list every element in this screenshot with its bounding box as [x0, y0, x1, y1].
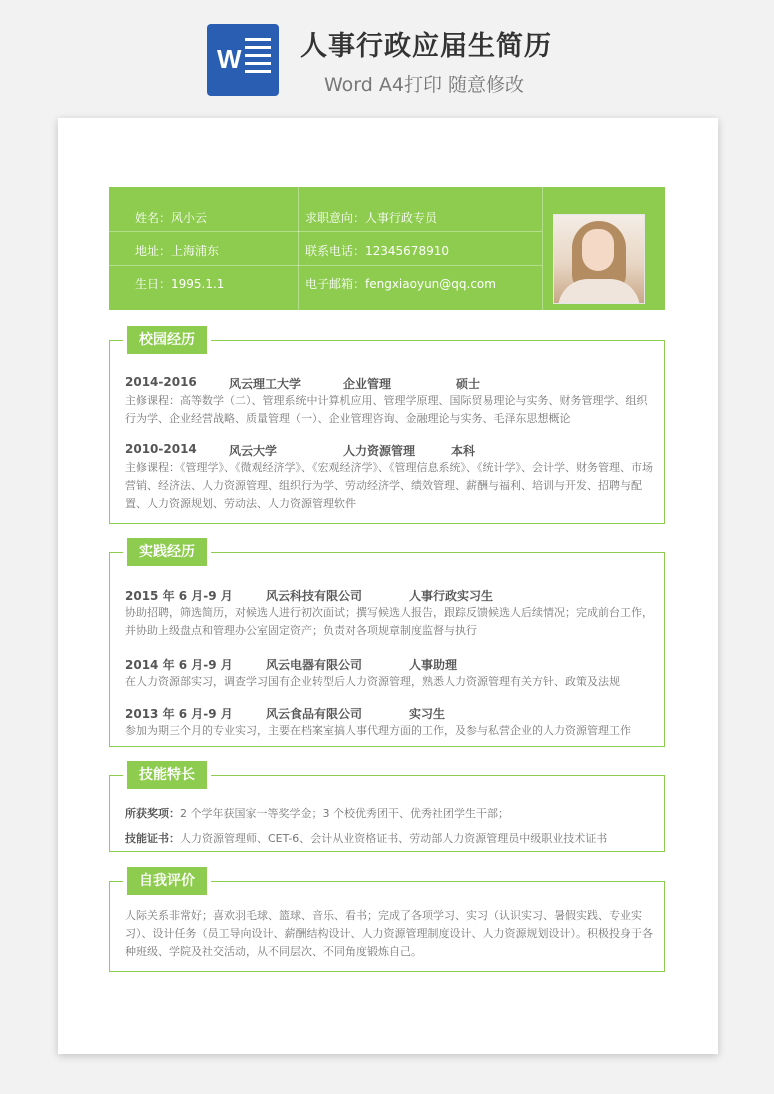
job-desc: 在人力资源部实习，调查学习国有企业转型后人力资源管理，熟悉人力资源管理有关方针、政策及法规 [125, 675, 620, 688]
job-period: 2015 年 6 月-9 月 [125, 589, 233, 603]
job-company: 风云电器有限公司 [266, 658, 363, 672]
info-phone: 联系电话：12345678910 [305, 244, 449, 258]
edu-school: 风云大学 [229, 444, 278, 458]
edu-major: 企业管理 [343, 377, 392, 391]
info-birthday: 生日：1995.1.1 [135, 277, 225, 291]
info-divider [542, 187, 543, 310]
skills-title: 技能特长 [127, 761, 207, 789]
job-desc: 参加为期三个月的专业实习，主要在档案室搞人事代理方面的工作，及参与私营企业的人力资源管理工作 [125, 724, 631, 737]
section-tab [123, 322, 211, 358]
job-desc: 协助招聘，筛选简历，对候选人进行初次面试；撰写候选人报告，跟踪反馈候选人后续情况；完成前台工作，并协助上级盘点和管理办公室固定资产；负责对各项规章制度监督与执行 [125, 606, 653, 637]
edu-period: 2014-2016 [125, 375, 197, 389]
info-divider [109, 231, 542, 232]
edu-desc: 主修课程：高等数学（二）、管理系统中计算机应用、管理学原理、国际贸易理论与实务、财务管理学、组织行为学、企业经营战略、质量管理（一）、企业管理咨询、金融理论与实务、毛泽东思想概论 [125, 394, 648, 425]
practice-section [109, 534, 665, 747]
job-role: 人事助理 [409, 658, 458, 672]
awards-text: 2 个学年获国家一等奖学金；3 个校优秀团干、优秀社团学生干部； [180, 807, 509, 820]
profile-photo [553, 214, 645, 304]
education-section [109, 322, 665, 524]
self-desc: 人际关系非常好；喜欢羽毛球、篮球、音乐、看书；完成了各项学习、实习（认识实习、暑假实践、专业实习）、设计任务（员工导向设计、薪酬结构设计、人力资源管理制度设计、人力资源规划设计）。积极投身于各种班级、学院及社交活动，从不同层次、不同角度锻炼自己。 [125, 909, 653, 958]
page-title: 人事行政应届生简历 [300, 31, 552, 62]
edu-desc: 主修课程：《管理学》、《微观经济学》、《宏观经济学》、《管理信息系统》、《统计学》、会计学、财务管理、市场营销、经济法、人力资源管理、组织行为学、劳动经济学、绩效管理、薪酬与福利、培训与开发、招聘与配置、人力资源规划、劳动法、人力资源管理软件 [125, 461, 653, 510]
job-role: 人事行政实习生 [409, 589, 494, 603]
info-name: 姓名：风小云 [135, 211, 208, 225]
word-icon-letter: W [217, 44, 242, 74]
info-intention: 求职意向：人事行政专员 [305, 211, 438, 225]
section-tab [123, 863, 211, 899]
resume-paper [58, 118, 718, 1054]
job-company: 风云食品有限公司 [266, 707, 363, 721]
job-period: 2014 年 6 月-9 月 [125, 658, 233, 672]
job-role: 实习生 [409, 707, 446, 721]
info-divider [298, 187, 299, 310]
practice-title: 实践经历 [127, 538, 207, 566]
word-icon-lines [245, 38, 271, 78]
skills-section [109, 757, 665, 852]
page-subtitle: Word A4打印 随意修改 [324, 74, 525, 96]
info-divider [109, 265, 542, 266]
edu-major: 人力资源管理 [343, 444, 416, 458]
awards-label: 所获奖项： [125, 807, 180, 820]
info-email: 电子邮箱：fengxiaoyun@qq.com [305, 277, 496, 291]
certs-text: 人力资源管理师、CET-6、会计从业资格证书、劳动部人力资源管理员中级职业技术证书 [180, 832, 608, 845]
edu-school: 风云理工大学 [229, 377, 302, 391]
skills-awards [125, 805, 509, 821]
skills-certs [125, 830, 607, 846]
edu-degree: 本科 [451, 444, 476, 458]
word-doc-icon [207, 24, 279, 96]
edu-degree: 硕士 [456, 377, 481, 391]
job-period: 2013 年 6 月-9 月 [125, 707, 233, 721]
self-title: 自我评价 [127, 867, 207, 895]
personal-info-panel [109, 187, 665, 310]
education-title: 校园经历 [127, 326, 207, 354]
section-tab [123, 534, 211, 570]
section-tab [123, 757, 211, 793]
info-address: 地址：上海浦东 [135, 244, 220, 258]
edu-period: 2010-2014 [125, 442, 197, 456]
page-header [0, 0, 774, 110]
self-evaluation-section [109, 863, 665, 972]
certs-label: 技能证书： [125, 832, 180, 845]
job-company: 风云科技有限公司 [266, 589, 363, 603]
